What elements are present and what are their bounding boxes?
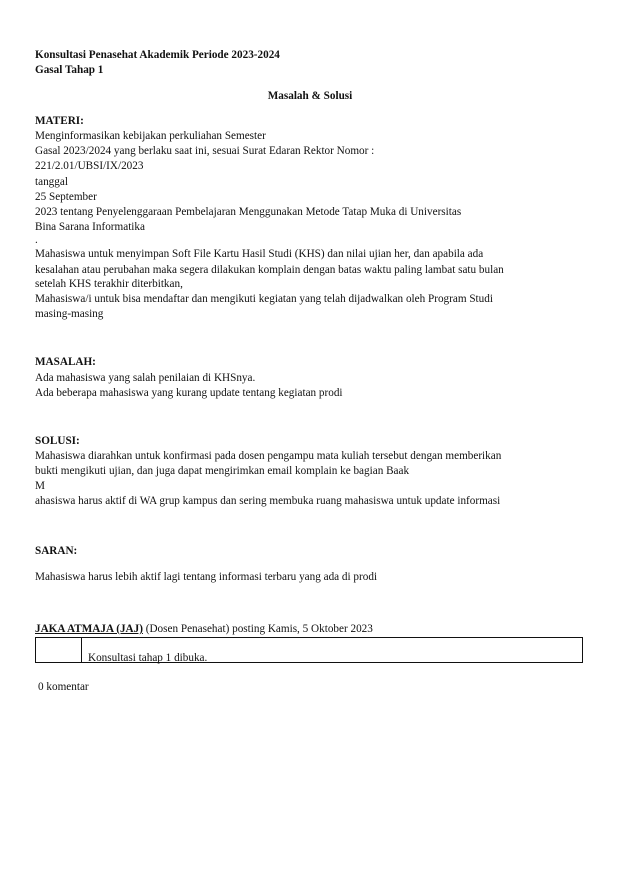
posting-table-empty-cell xyxy=(36,638,82,662)
comments-link[interactable]: 0 komentar xyxy=(38,681,89,693)
saran-line: Mahasiswa harus lebih aktif lagi tentang informasi terbaru yang ada di prodi xyxy=(35,571,378,583)
solusi-line: ahasiswa harus aktif di WA grup kampus dan sering membuka ruang mahasiswa untuk update informasi xyxy=(35,495,501,507)
materi-line: Menginformasikan kebijakan perkuliahan Semester xyxy=(35,130,266,142)
posting-message: Konsultasi tahap 1 dibuka. xyxy=(88,652,208,664)
materi-line: Bina Sarana Informatika xyxy=(35,221,145,233)
materi-line: Gasal 2023/2024 yang berlaku saat ini, sesuai Surat Edaran Rektor Nomor : xyxy=(35,145,375,157)
posting-author-link[interactable]: JAKA ATMAJA (JAJ) xyxy=(35,623,143,635)
materi-heading: MATERI: xyxy=(35,115,84,127)
document-subtitle: Gasal Tahap 1 xyxy=(35,64,104,76)
materi-line: Mahasiswa/i untuk bisa mendaftar dan mengikuti kegiatan yang telah dijadwalkan oleh Program Studi xyxy=(35,293,493,305)
materi-line: Mahasiswa untuk menyimpan Soft File Kartu Hasil Studi (KHS) dan nilai ujian her, dan apabila ada xyxy=(35,248,484,260)
posting-info: (Dosen Penasehat) posting Kamis, 5 Oktober 2023 xyxy=(142,623,373,635)
materi-line: masing-masing xyxy=(35,308,104,320)
materi-line: setelah KHS terakhir diterbitkan, xyxy=(35,278,183,290)
masalah-heading: MASALAH: xyxy=(35,356,96,368)
solusi-heading: SOLUSI: xyxy=(35,435,80,447)
masalah-line: Ada mahasiswa yang salah penilaian di KHSnya. xyxy=(35,372,256,384)
materi-line: 2023 tentang Penyelenggaraan Pembelajaran Menggunakan Metode Tatap Muka di Universitas xyxy=(35,206,462,218)
materi-line: 221/2.01/UBSI/IX/2023 xyxy=(35,160,144,172)
document-title: Konsultasi Penasehat Akademik Periode 2023-2024 xyxy=(35,49,280,61)
materi-line: 25 September xyxy=(35,191,97,203)
masalah-line: Ada beberapa mahasiswa yang kurang update tentang kegiatan prodi xyxy=(35,387,343,399)
solusi-line: Mahasiswa diarahkan untuk konfirmasi pada dosen pengampu mata kuliah tersebut dengan memberikan xyxy=(35,450,502,462)
saran-heading: SARAN: xyxy=(35,545,78,557)
materi-line: . xyxy=(35,234,38,246)
materi-line: tanggal xyxy=(35,176,68,188)
posting-line xyxy=(35,622,373,636)
solusi-line: bukti mengikuti ujian, dan juga dapat mengirimkan email komplain ke bagian Baak xyxy=(35,465,410,477)
solusi-line: M xyxy=(35,480,45,492)
posting-table xyxy=(35,637,583,663)
materi-line: kesalahan atau perubahan maka segera dilakukan komplain dengan batas waktu paling lambat satu bulan xyxy=(35,264,504,276)
section-center-heading: Masalah & Solusi xyxy=(267,90,353,102)
